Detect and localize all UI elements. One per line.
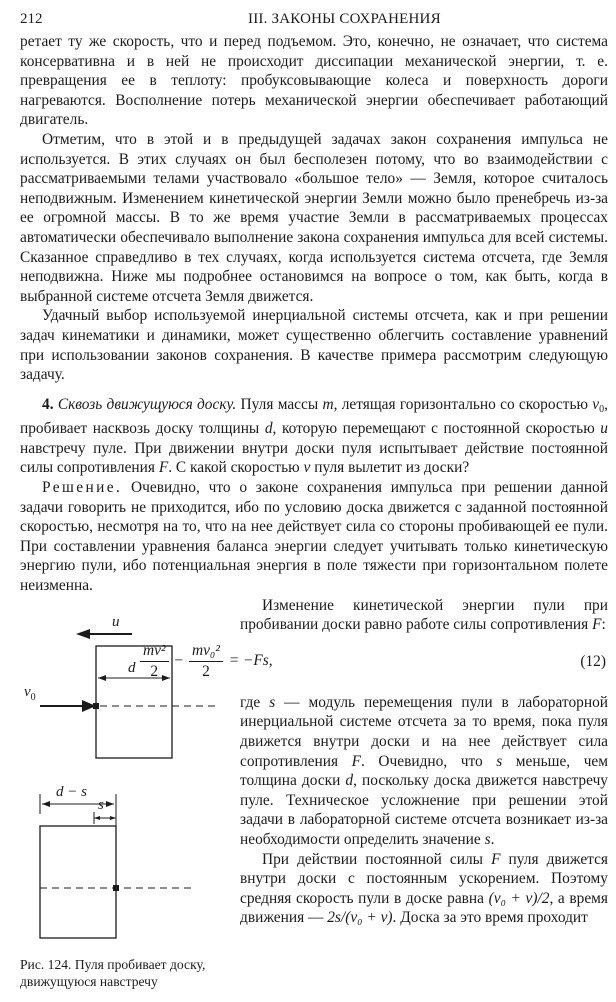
label-s: s	[98, 796, 104, 813]
equation-12	[20, 639, 608, 689]
paragraph-1: ретает ту же скорость, что и перед подъемом. Это, конечно, не означает, что система консервативна и в ней не происходит диссипации механической энергии, т. е. превращения ее в теплоту: пробуксовывающие колеса и поверхность дороги нагреваются. Восполнение потерь механической энергии обеспечивает работающий двигатель.	[20, 33, 608, 129]
bullet-exit	[113, 885, 119, 891]
page-header	[20, 6, 608, 32]
figure-caption: Рис. 124. Пуля пробивает доску, движущуюся навстречу	[20, 956, 206, 989]
energy-equation: $\frac{\text{mv²}}{2}$ − $\frac{\text{mv₀²}}{2}$ = −Fs,	[138, 641, 273, 682]
solution-label: Решение.	[42, 479, 123, 497]
problem-title: Сквозь движущуюся доску.	[57, 395, 237, 413]
page-number: 212	[20, 11, 43, 27]
solution-paragraph-2: Изменение кинетической энергии пули при пробивании доски равно работе силы сопротивления F:	[240, 596, 608, 634]
solution-paragraph-4: При действии постоянной силы F пуля движется внутри доски с постоянным ускорением. Поэтому средняя скорость пули в доске равна (v₀ + v)/2, а время движения — 2s/(v₀ + v). Доска за это время проходит	[240, 850, 608, 927]
arrow-head-icon	[76, 629, 90, 639]
paragraph-2: Отметим, что в этой и в предыдущей задачах закон сохранения импульса не используется. В этих случаях он был бесполезен потому, что во взаимодействии с рассматриваемыми телами участвовало «большое тело» — Земля, которое считалось неподвижным. Изменением кинетической энергии Земли можно было пренебречь из-за ее огромной массы. В то же время участие Земли в рассматриваемых процессах автоматически обеспечивало выполнение закона сохранения импульса для всей системы. Сказанное справедливо в тех случаях, когда используется система отсчета, где Земля неподвижна. Ниже мы подробнее остановимся на вопросе о том, как быть, когда в выбранной системе отсчета Земля движется.	[20, 130, 608, 305]
board-after	[40, 826, 116, 938]
page-body	[20, 32, 609, 989]
equation-number: (12)	[580, 652, 606, 670]
label-u: u	[112, 613, 120, 630]
running-title: III. ЗАКОНЫ СОХРАНЕНИЯ	[248, 11, 441, 27]
label-v0: $v_0$	[24, 683, 36, 703]
solution-paragraph-1: Решение. Очевидно, что о законе сохранения импульса при решении данной задачи говорить не приходится, ибо по условию доска движется с заданной постоянной скоростью, несмотря на то, что на нее действует сила со стороны пробивающей ее пули. При составлении уравнения баланса энергии следует учитывать только кинетическую энергию пули, ибо потенциальная энергия в поле тяжести при горизонтальном полете неизменна.	[20, 479, 608, 595]
solution-paragraph-3: где s — модуль перемещения пули в лабораторной инерциальной системе отсчета за то время, пока пуля движется внутри доски и на нее действует сила сопротивления F. Очевидно, что s меньше, чем толщина доски d, поскольку доска движется навстречу пуле. Техническое усложнение при решении этой задачи в лабораторной системе отсчета возникает из-за необходимости определить значение s.	[240, 693, 609, 848]
paragraph-3: Удачный выбор используемой инерциальной системы отсчета, как и при решении задач кинематики и динамики, может существенно облегчить составление уравнений при использовании законов сохранения. В качестве примера рассмотрим следующую задачу.	[20, 307, 608, 384]
label-d: d	[128, 659, 136, 676]
problem-statement: 4. Сквозь движущуюся доску. Пуля массы m, летящая горизонтально со скоростью $v_0$, пробивает насквозь доску толщины d, которую перемещают с постоянной скоростью u навстречу пуле. При движении внутри доски пуля испытывает действие постоянной силы сопротивления F. С какой скоростью v пуля вылетит из доски?	[20, 395, 608, 477]
bullet	[93, 703, 99, 709]
label-d-minus-s: d − s	[56, 783, 87, 800]
book-page	[20, 6, 608, 1002]
problem-number: 4.	[42, 395, 54, 413]
